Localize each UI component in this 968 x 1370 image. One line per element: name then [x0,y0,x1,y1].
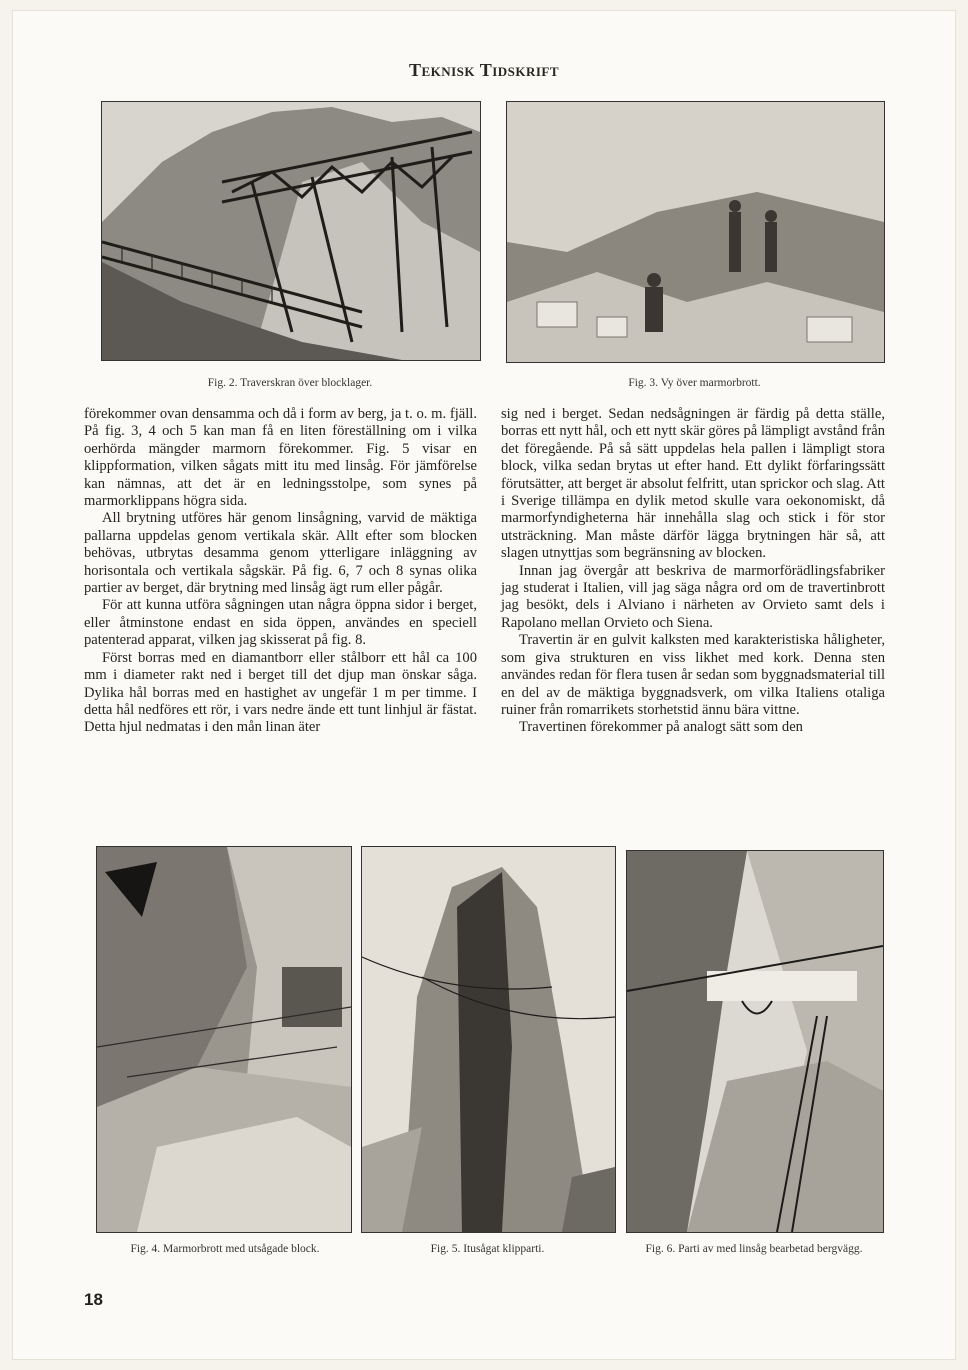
figure-2-caption: Fig. 2. Traverskran över blocklager. [207,377,373,389]
journal-title: Teknisk Tidskrift [408,60,560,80]
figure-6-caption: Fig. 6. Parti av med linsåg bearbetad bergvägg. [645,1243,863,1255]
figure-3-caption: Fig. 3. Vy över marmorbrott. [628,377,761,389]
paragraph: Innan jag övergår att beskriva de marmorförädlingsfabriker jag studerat i Italien, vill jag säga några ord om de travertinbrott jag besökt, dels i Alviano i närheten av Orvieto samt dels i Rapolano mellan Orvieto och Siena. [501,562,885,631]
figure-3-photo [506,101,885,363]
figure-2-photo [101,101,481,361]
paragraph: Travertinen förekommer på analogt sätt som den [519,719,803,736]
page-number: 18 [84,1290,103,1309]
figure-5-caption: Fig. 5. Itusågat klipparti. [430,1243,545,1255]
right-text-column [501,406,885,737]
paragraph: För att kunna utföra sågningen utan några öppna sidor i berget, eller åtminstone endast en sida öppen, användes en speciell patenterad apparat, vilken jag skisserat på fig. 8. [84,597,477,649]
left-text-column [84,406,477,737]
paragraph: Travertin är en gulvit kalksten med karakteristiska håligheter, som giva strukturen en viss likhet med kork. Denna sten användes redan för flera tusen år sedan som byggnadsmaterial till en del av de mäktiga byggnadsverk, om vilka Italiens otaliga ruiner från romarrikets storhetstid ännu bära vittne. [501,632,885,718]
paragraph: sig ned i berget. Sedan nedsågningen är färdig på detta ställe, borras ett nytt hål, och ett nytt skär göres på lämpligt avstånd från det föregående. På så sätt uppdelas hela pallen i lämpligt stora block, vilka sedan brytas ut efter hand. Ett dylikt förfaringssätt förutsätter, att berget är absolut felfritt, utan sprickor och slag. Att i Sverige tillämpa en dylik metod skulle vara oekonomiskt, då marmorfyndigheterna här innehålla slag och stick i för stor utsträckning. Man måste därför lägga brytningen här så, att slagen utnyttjas som begränsning av blocken. [501,406,885,562]
paragraph: Först borras med en diamantborr eller stålborr ett hål ca 100 mm i diameter rakt ned i berget till det djup man önskar såga. Dylika hål borras med en hastighet av ungefär 1 m per timme. I detta hål nedföres ett rör, i vars nedre ände ett tunt linhjul är fästat. Detta hjul nedmatas i den mån linan äter [84,649,477,736]
figure-4-photo [96,846,352,1233]
figure-6-photo [626,850,884,1233]
figure-4-caption: Fig. 4. Marmorbrott med utsågade block. [130,1243,320,1255]
paragraph: förekommer ovan densamma och då i form av berg, ja t. o. m. fjäll. På fig. 3, 4 och 5 kan man få en liten föreställning om i vilka oerhörda mängder marmorn förekommer. Fig. 5 visar en klippformation, vilken sågats mitt itu med linsåg. För jämförelse kan nämnas, att det är en ledningsstolpe, som synes på marmorklippans högra sida. [84,406,477,510]
figure-5-photo [361,846,616,1233]
paragraph: All brytning utföres här genom linsågning, varvid de mäktiga pallarna uppdelas genom vertikala skär. Allt efter som blocken behövas, utbrytas desamma genom ytterligare inläggning av horisontala och vertikala sågskär. På fig. 6, 7 och 8 synas olika partier av berget, där brytning med linsåg ägt rum eller pågår. [84,510,477,597]
